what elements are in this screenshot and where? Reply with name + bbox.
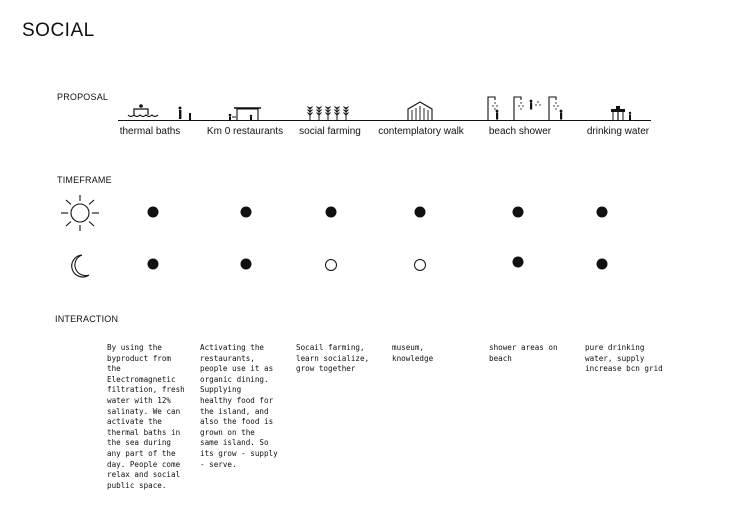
restaurant-icon: [226, 104, 266, 121]
timeframe-heading: TIMEFRAME: [57, 175, 112, 185]
proposal-label-contemplatory-walk: contemplatory walk: [378, 126, 464, 137]
pavilion-icon: [406, 101, 434, 121]
interaction-text-social-farming: Socail farming, learn socialize, grow together: [296, 343, 370, 374]
day-dot-drinking-water: [597, 207, 608, 218]
interaction-text-km0-restaurants: Activating the restaurants, people use it as organic dining. Supplying healthy food for the island, and also the food is grown on the same island. So its grow - supply - serve.: [200, 343, 278, 469]
night-dot-social-farming: [325, 259, 337, 271]
proposal-label-drinking-water: drinking water: [586, 126, 650, 137]
day-dot-thermal-baths: [148, 207, 159, 218]
interaction-text-beach-shower: shower areas on beach: [489, 343, 558, 363]
day-dot-social-farming: [326, 207, 337, 218]
interaction-text-thermal-baths: By using the byproduct from the Electromagnetic filtration, fresh water with 12% salinaty. We can activate the thermal baths in the sea during any part of the day. People come relax and social public space.: [107, 343, 185, 490]
interaction-text-contemplatory-walk: museum, knowledge: [392, 343, 434, 363]
night-dot-thermal-baths: [148, 259, 159, 270]
proposal-label-km0-restaurants: Km 0 restaurants: [206, 126, 284, 137]
day-dot-contemplatory-walk: [415, 207, 426, 218]
interaction-heading: INTERACTION: [55, 314, 119, 324]
night-dot-drinking-water: [597, 259, 608, 270]
proposal-label-thermal-baths: thermal baths: [119, 126, 181, 137]
page-title: SOCIAL: [22, 20, 95, 41]
drinking-fountain-icon: [608, 105, 638, 120]
thermal-bath-icon: [126, 100, 196, 120]
proposal-label-beach-shower: beach shower: [488, 126, 552, 137]
night-dot-contemplatory-walk: [414, 259, 426, 271]
moon-icon: [70, 254, 92, 278]
night-dot-beach-shower: [513, 257, 524, 268]
day-dot-beach-shower: [513, 207, 524, 218]
proposal-heading: PROPOSAL: [57, 92, 109, 102]
crops-icon: [306, 104, 350, 120]
night-dot-km0-restaurants: [241, 259, 252, 270]
sun-icon: [60, 195, 100, 231]
interaction-text-drinking-water: pure drinking water, supply increase bcn grid: [585, 343, 663, 374]
shower-icon: [486, 94, 576, 121]
day-dot-km0-restaurants: [241, 207, 252, 218]
proposal-label-social-farming: social farming: [299, 126, 361, 137]
